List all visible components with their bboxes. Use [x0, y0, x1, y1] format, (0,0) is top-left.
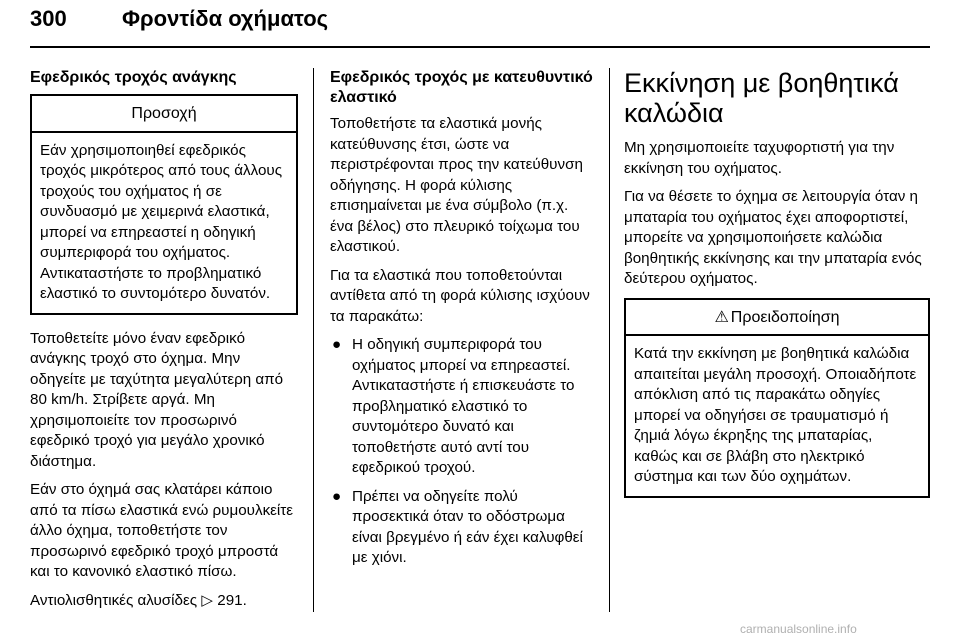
paragraph: Τοποθετείτε μόνο έναν εφεδρικό ανάγκης τροχό στο όχημα. Μην οδηγείτε με ταχύτητα μεγαλύτερη από 80 km/h. Στρίβετε αργά. Μη χρησιμοποιείτε τον προσωρινό εφεδρικό τροχό για μεγάλο χρονικό διάστημα. [30, 329, 284, 470]
bullet-list [330, 335, 594, 569]
cross-reference[interactable] [30, 591, 298, 612]
column-spare-wheel [30, 68, 298, 619]
watermark: carmanualsonline.info [740, 622, 857, 636]
paragraph: Μη χρησιμοποιείτε ταχυφορτιστή για την εκκίνηση του οχήματος. [624, 139, 895, 177]
warning-text: Κατά την εκκίνηση με βοηθητικά καλώδια απαιτείται μεγάλη προσοχή. Οποιαδήποτε απόκλιση από τις παρακάτω οδηγίες μπορεί να οδηγήσει σε τραυματισμό ή ζημιά λόγω έκρηξης της μπαταρίας, καθώς και σε βλάβη στο ηλεκτρικό σύστημα και των δύο οχημάτων. [634, 345, 917, 485]
section-heading-jump-start: Εκκίνηση με βοηθητικά καλώδια [624, 68, 899, 128]
page-number: 300 [30, 6, 67, 31]
warning-header [626, 300, 928, 337]
section-heading-directional-tyre: Εφεδρικός τροχός με κατευθυντικό ελαστικό [330, 69, 593, 106]
paragraph: Τοποθετήστε τα ελαστικά μονής κατεύθυνσης έτσι, ώστε να περιστρέφονται προς την κατεύθυνση οδήγησης. Η φορά κύλισης επισημαίνεται με ένα σύμβολο (π.χ. ένα βέλος) στο πλευρικό τοίχωμα του ελαστικού. [330, 115, 583, 255]
arrow-ref-icon: ▷ [201, 591, 214, 609]
caution-title: Προσοχή [32, 96, 296, 133]
column-divider [609, 68, 610, 612]
bullet-icon: ● [332, 487, 342, 505]
caution-text: Εάν χρησιμοποιηθεί εφεδρικός τροχός μικρότερος από τους άλλους τροχούς του οχήματος ή σε συνδυασμό με χειμερινά ελαστικά, μπορεί να επηρεαστεί η οδηγική συμπεριφορά του οχήματος. Αντικαταστήστε το προβληματικό ελαστικό το συντομότερο δυνατόν. [40, 141, 283, 302]
column-directional-tyre [330, 68, 594, 577]
paragraph: Για τα ελαστικά που τοποθετούνται αντίθετα από τη φορά κύλισης ισχύουν τα παρακάτω: [330, 266, 590, 325]
paragraph: Εάν στο όχημά σας κλατάρει κάποιο από τα πίσω ελαστικά ενώ ρυμουλκείτε άλλο όχημα, τοποθετήστε τον προσωρινό εφεδρικό τροχό μπροστά και το κανονικό ελαστικό πίσω. [30, 481, 294, 580]
warning-title: Προειδοποίηση [730, 308, 840, 326]
list-item: ● Η οδηγική συμπεριφορά του οχήματος μπορεί να επηρεαστεί. Αντικαταστήστε ή επισκευάστε το προβληματικό ελαστικό το συντομότερο δυνατό και τοποθετήστε αυτό αντί του εφεδρικού τροχού. [332, 336, 575, 476]
reference-page: 291. [217, 591, 247, 609]
column-divider [313, 68, 314, 612]
list-item: ● Πρέπει να οδηγείτε πολύ προσεκτικά όταν το οδόστρωμα είναι βρεγμένο ή εάν έχει καλυφθεί με χιόνι. [332, 487, 583, 566]
warning-box [624, 298, 930, 498]
bullet-icon: ● [332, 336, 342, 353]
reference-text: Αντιολισθητικές αλυσίδες [30, 591, 198, 609]
warning-triangle-icon: ⚠ [714, 308, 729, 326]
header-rule [30, 46, 930, 48]
section-heading-spare-wheel: Εφεδρικός τροχός ανάγκης [30, 69, 237, 86]
caution-box [30, 94, 298, 315]
page-title: Φροντίδα οχήματος [122, 6, 329, 31]
column-jump-start [624, 68, 930, 512]
page-header [30, 0, 930, 50]
paragraph: Για να θέσετε το όχημα σε λειτουργία όταν η μπαταρία του οχήματος έχει αποφορτιστεί, μπορείτε να χρησιμοποιήσετε καλώδια βοηθητικής εκκίνησης και την μπαταρία ενός δεύτερου οχήματος. [624, 188, 922, 287]
